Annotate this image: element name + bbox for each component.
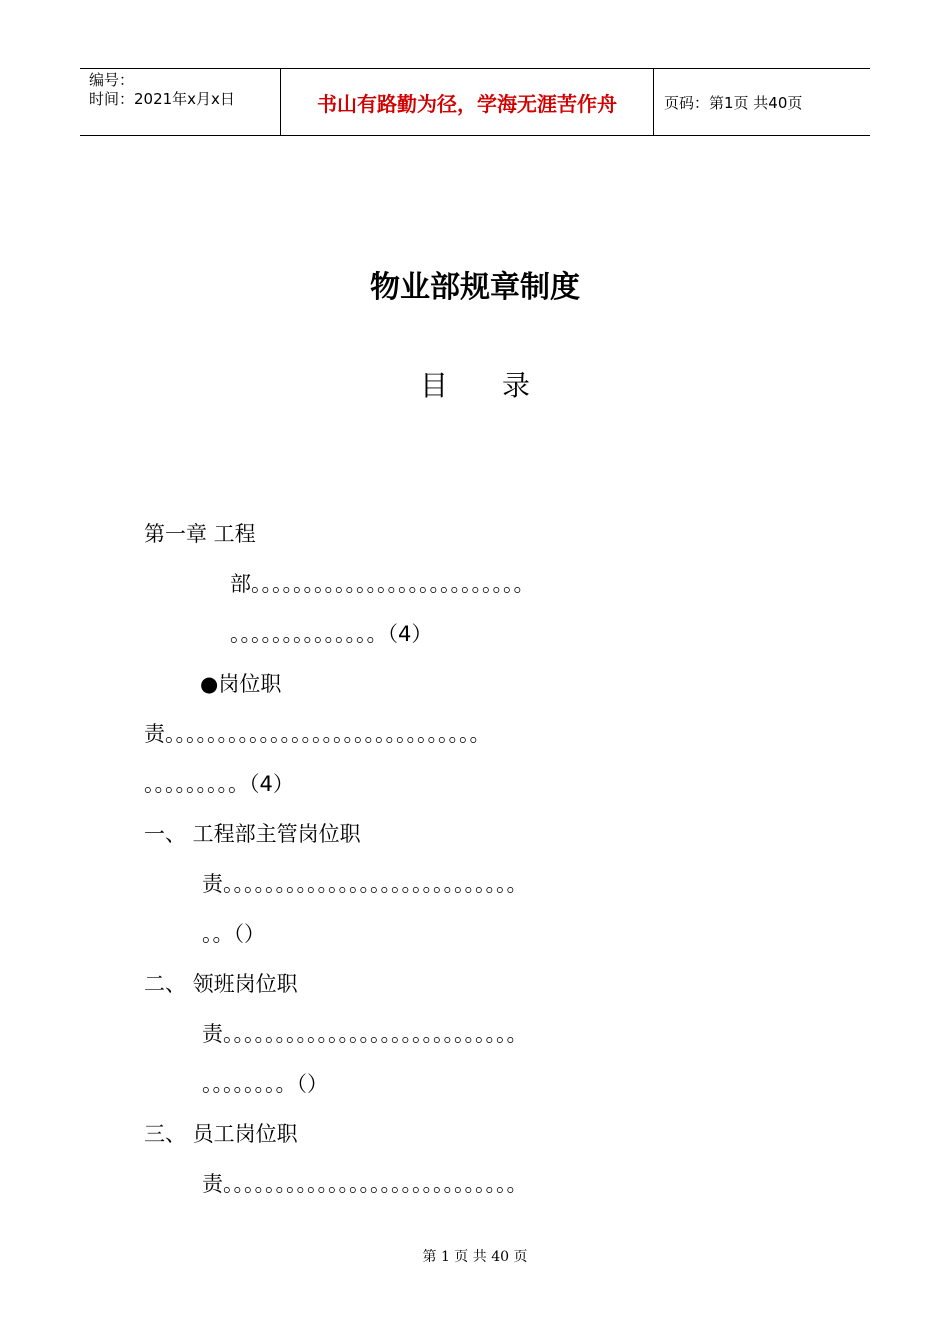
toc-line-section-duties-page: 。。。。。。。。。（4） xyxy=(144,772,294,796)
header-motto: 书山有路勤为径，学海无涯苦作舟 xyxy=(317,91,617,116)
page-header xyxy=(80,68,870,136)
page-footer: 第 1 页 共 40 页 xyxy=(422,1249,528,1265)
toc-line-section-duties[interactable]: ●岗位职 xyxy=(200,672,282,696)
document-title: 物业部规章制度 xyxy=(370,270,580,305)
header-meta-cell xyxy=(80,69,281,135)
toc-line-item-1-dots: 责。。。。。。。。。。。。。。。。。。。。。。。。。。。。 xyxy=(202,872,528,896)
toc-line-section-duties-dots: 责。。。。。。。。。。。。。。。。。。。。。。。。。。。。。。 xyxy=(144,722,491,746)
toc-line-chapter-1-dots: 部。。。。。。。。。。。。。。。。。。。。。。。。。。 xyxy=(230,572,535,596)
header-motto-cell xyxy=(281,69,654,135)
toc-line-item-3[interactable]: 三、 员工岗位职 xyxy=(144,1122,298,1146)
toc-line-item-2-dots: 责。。。。。。。。。。。。。。。。。。。。。。。。。。。。 xyxy=(202,1022,528,1046)
toc-heading-right: 录 xyxy=(502,369,531,402)
toc-line-item-1-page: 。。（） xyxy=(202,922,265,946)
toc-line-item-2-page: 。。。。。。。。（） xyxy=(202,1072,328,1096)
toc-heading xyxy=(0,364,950,404)
toc-heading-left: 目 xyxy=(419,369,448,402)
header-number-label: 编号： xyxy=(89,71,135,89)
toc-line-item-3-dots: 责。。。。。。。。。。。。。。。。。。。。。。。。。。。。 xyxy=(202,1172,528,1196)
toc-line-chapter-1[interactable]: 第一章 工程 xyxy=(144,522,256,546)
header-time-label: 时间：2021年x月x日 xyxy=(89,90,235,108)
header-page-info: 页码：第1页 共40页 xyxy=(664,93,803,112)
toc-line-chapter-1-page: 。。。。。。。。。。。。。。（4） xyxy=(230,622,433,646)
toc-line-item-2[interactable]: 二、 领班岗位职 xyxy=(144,972,298,996)
toc-line-item-1[interactable]: 一、 工程部主管岗位职 xyxy=(144,822,361,846)
